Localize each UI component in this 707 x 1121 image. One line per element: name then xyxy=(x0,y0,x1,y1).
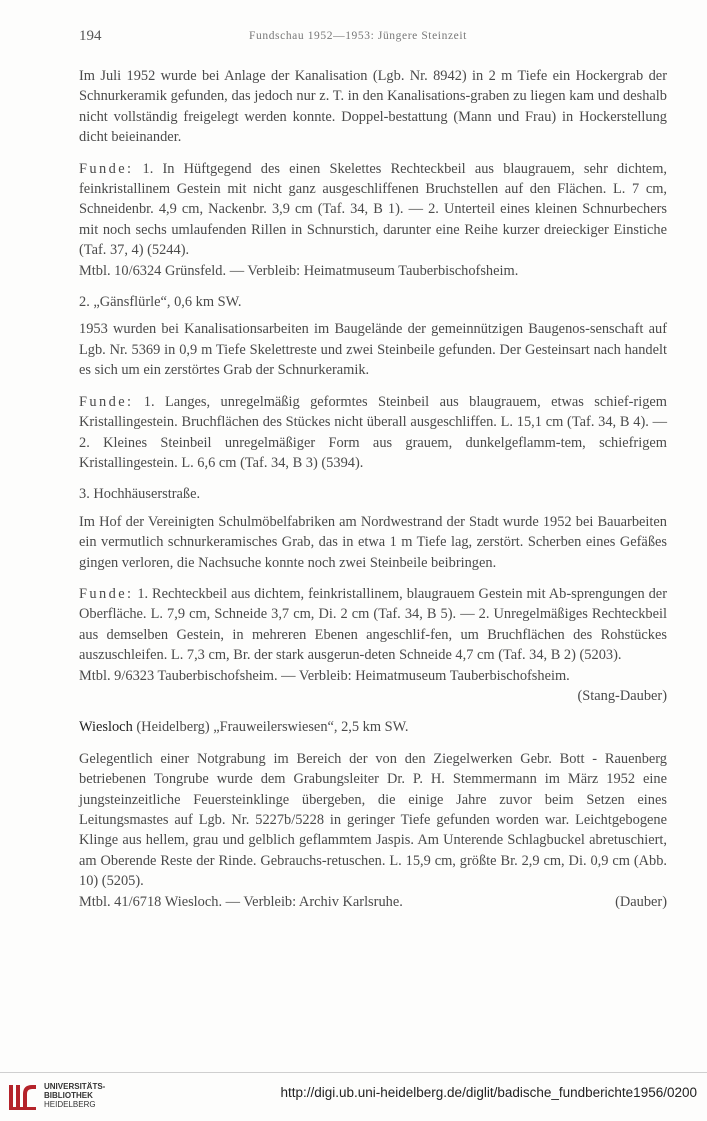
page-header xyxy=(79,28,665,46)
body-text xyxy=(79,66,667,912)
paragraph-mtbl-1: Mtbl. 10/6324 Grünsfeld. — Verbleib: Heimatmuseum Tauberbischofsheim. xyxy=(79,262,519,279)
library-logo-text xyxy=(44,1082,105,1109)
paragraph-mtbl-3: Mtbl. 41/6718 Wiesloch. — Verbleib: Archiv Karlsruhe. xyxy=(79,893,403,910)
mtbl-row-3 xyxy=(79,892,667,912)
funde-label: Funde: xyxy=(79,585,134,602)
author-stang-dauber: (Stang-Dauber) xyxy=(577,687,667,704)
footer-divider xyxy=(0,1072,707,1073)
page-number: 194 xyxy=(79,28,102,44)
funde-2-text: 1. Langes, unregelmäßig geformtes Steinbeil aus blaugrauem, etwas schief-rigem Kristallingestein. Bruchflächen des Stückes nicht überall ausgeschliffen. L. 15,1 cm (Taf. 34, B 4). — 2. Kleines Steinbeil unregelmäßiger Form aus grauem, dunkelgeflamm-tem, schiefrigem Kristallingestein. L. 6,6 cm (Taf. 34, B 3) (5394). xyxy=(79,393,667,471)
paragraph-hochhaeuserstrasse: Im Hof der Vereinigten Schulmöbelfabriken am Nordwestrand der Stadt wurde 1952 bei Bauarbeiten ein vermutlich schnurkeramisches Grab, das in etwa 1 m Tiefe lag, zerstört. Scherben eines Gefäßes gingen verloren, die Nachsuche konnte noch zwei Steinbeile beibringen. xyxy=(79,513,667,571)
heading-hochhaeuserstrasse: 3. Hochhäuserstraße. xyxy=(79,486,201,503)
paragraph-funde-1 xyxy=(79,159,667,261)
paragraph-funde-2 xyxy=(79,392,667,474)
funde-label: Funde: xyxy=(79,160,134,177)
funde-1-text: 1. In Hüftgegend des einen Skelettes Rechteckbeil aus blaugrauem, sehr dichtem, feinkristallinem Gestein mit nicht ganz ausgeschliffenen Bruchstellen auf den Flächen. L. 7 cm, Schneidenbr. 4,9 cm, Nackenbr. 3,9 cm (Taf. 34, B 1). — 2. Unterteil eines kleinen Schnurbechers mit noch sechs umlaufenden Rillen in Schnurstich, darunter eine Reihe kurzer dreieckiger Einstiche (Taf. 37, 4) (5244). xyxy=(79,160,667,259)
paragraph-intro: Im Juli 1952 wurde bei Anlage der Kanalisation (Lgb. Nr. 8942) in 2 m Tiefe ein Hockergrab der Schnurkeramik gefunden, das jedoch nur z. T. in den Kanalisations-graben zu liegen kam und deshalb nicht vollständig freigelegt werden konnte. Doppel-bestattung (Mann und Frau) in Hockerstellung dicht beieinander. xyxy=(79,68,667,146)
library-logo[interactable] xyxy=(8,1082,128,1114)
funde-3-text: 1. Rechteckbeil aus dichtem, feinkristallinem, blaugrauem Gestein mit Ab-sprengungen der Oberfläche. L. 7,9 cm, Schneide 3,7 cm, Di. 2 cm (Taf. 34, B 5). — 2. Unregelmäßiges Rechteckbeil aus demselben Gestein, in mehreren Ebenen angeschlif-fen, um Bruchflächen des Rohstückes auszuschleifen. L. 7,3 cm, Br. der stark ausgerun-deten Schneide 4,7 cm (Taf. 34, B 2) (5203). xyxy=(79,585,667,664)
paragraph-funde-3 xyxy=(79,584,667,666)
heading-wiesloch xyxy=(79,717,667,737)
logo-line-2: BIBLIOTHEK xyxy=(44,1091,93,1100)
funde-label: Funde: xyxy=(79,393,134,410)
logo-line-1: UNIVERSITÄTS- xyxy=(44,1082,106,1091)
author-dauber: (Dauber) xyxy=(615,893,667,910)
paragraph-gaensfluerle: 1953 wurden bei Kanalisationsarbeiten im Baugelände der gemeinnützigen Baugenos-senschaft auf Lgb. Nr. 5369 in 0,9 m Tiefe Skelettreste und zwei Steinbeile gefunden. Der Gesteinsart nach handelt es sich um ein zerstörtes Grab der Schnurkeramik. xyxy=(79,321,667,379)
running-title: Fundschau 1952—1953: Jüngere Steinzeit xyxy=(249,30,467,42)
wiesloch-location: (Heidelberg) „Frauweilerswiesen“, 2,5 km SW. xyxy=(132,719,409,736)
source-url-link[interactable]: http://digi.ub.uni-heidelberg.de/diglit/badische_fundberichte1956/0200 xyxy=(280,1085,697,1100)
page-footer xyxy=(0,1072,707,1121)
paragraph-wiesloch: Gelegentlich einer Notgrabung im Bereich der von den Ziegelwerken Gebr. Bott - Rauenberg betriebenen Tongrube wurde dem Grabungsleiter Dr. P. H. Stemmermann im März 1952 eine jungsteinzeitliche Feuersteinklinge übergeben, die einige Jahre zuvor beim Setzen eines Leitungsmastes auf Lgb. Nr. 5227b/5228 in geringer Tiefe gefunden worden war. Leichtgebogene Klinge aus hellem, grau und gelblich geflammtem Jaspis. Am Unterende Schlagbuckel abretuschiert, am Oberende Reste der Rinde. Gebrauchs-retuschen. L. 15,9 cm, größte Br. 2,9 cm, Di. 0,9 cm (Abb. 10) (5205). xyxy=(79,750,667,890)
heading-gaensfluerle: 2. „Gänsflürle“, 0,6 km SW. xyxy=(79,294,242,311)
logo-line-3: HEIDELBERG xyxy=(44,1100,96,1109)
paragraph-mtbl-2: Mtbl. 9/6323 Tauberbischofsheim. — Verbleib: Heimatmuseum Tauberbischofsheim. xyxy=(79,667,570,684)
library-logo-icon xyxy=(8,1082,38,1112)
place-name-wiesloch: Wiesloch xyxy=(79,719,133,736)
